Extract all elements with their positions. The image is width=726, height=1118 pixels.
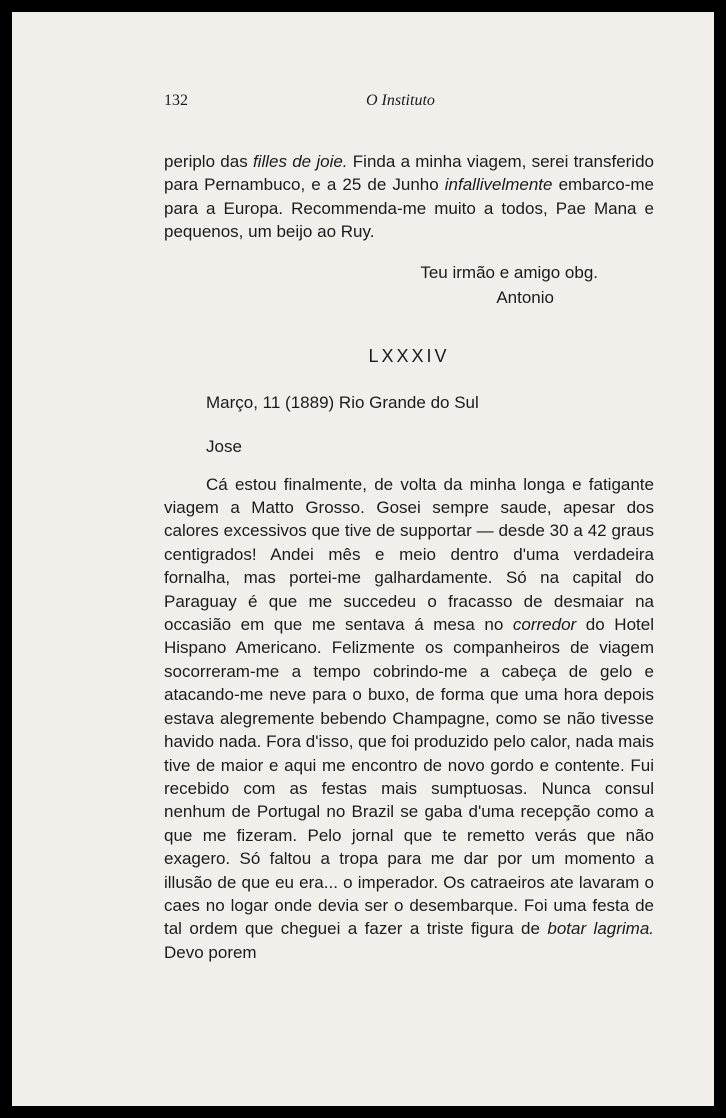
text-run-italic: infallivelmente (444, 175, 553, 195)
page-content (164, 92, 654, 964)
letter-number-heading: LXXXIV (368, 345, 450, 366)
letter-body-paragraph (164, 473, 654, 965)
text-run: Cá estou finalmente, de volta da minha longa e fatigante viagem a Matto Grosso. Gosei sempre saude, apesar dos calores excessivos que tive de supportar — desde 30 a 42 graus centigrados! Andei mês e meio dentro d'uma verdadeira fornalha, mas portei-me galhardamente. Só na capital do Paraguay é que me succedeu o fracasso de desmaiar na occasião em que me sentava á mesa no (164, 474, 654, 635)
text-run: Devo porem (164, 942, 257, 962)
text-run: do Hotel Hispano Americano. Felizmente os companheiros de viagem socorreram-me a tempo cobrindo-me a cabeça de gelo e atacando-me neve para o buxo, de forma que uma hora depois estava alegremente bebendo Champagne, como se não tivesse havido nada. Fora d'isso, que foi produzido pelo calor, nada mais tive de maior e aqui me encontro de novo gordo e contente. Fui recebido com as festas mais sumptuosas. Nunca consul nenhum de Portugal no Brazil se gaba d'uma recepção como a que me fizeram. Pelo jornal que te remetto verás que não exagero. Só faltou a tropa para me dar por um momento a illusão de que eu era... o imperador. Os catraeiros ate lavaram o caes no logar onde devia ser o desembarque. Foi uma festa de tal ordem que cheguei a fazer a triste figura de (164, 615, 654, 939)
page-header (164, 92, 654, 116)
text-run-italic: botar lagrima. (547, 919, 655, 939)
text-run-italic: corredor (512, 615, 577, 635)
text-run-italic: filles de joie. (252, 152, 348, 171)
closing-line: Teu irmão e amigo obg. (420, 262, 598, 282)
letter-valediction (164, 260, 654, 310)
text-run: periplo das (164, 152, 253, 171)
letter-dateline: Março, 11 (1889) Rio Grande do Sul (206, 392, 479, 412)
signature: Antonio (496, 287, 554, 307)
text-run: embarco-me para a Europa. Recommenda-me muito a todos, Pae Mana e pequenos, um beijo ao Ruy. (164, 175, 654, 242)
text-run: Finda a minha viagem, serei transferido para Pernambuco, e a 25 de Junho (164, 152, 654, 195)
running-title: O Instituto (366, 92, 435, 109)
letter-closing-paragraph (164, 150, 654, 244)
book-page (12, 12, 714, 1106)
letter-salutation: Jose (206, 436, 242, 456)
page-number: 132 (164, 92, 188, 109)
